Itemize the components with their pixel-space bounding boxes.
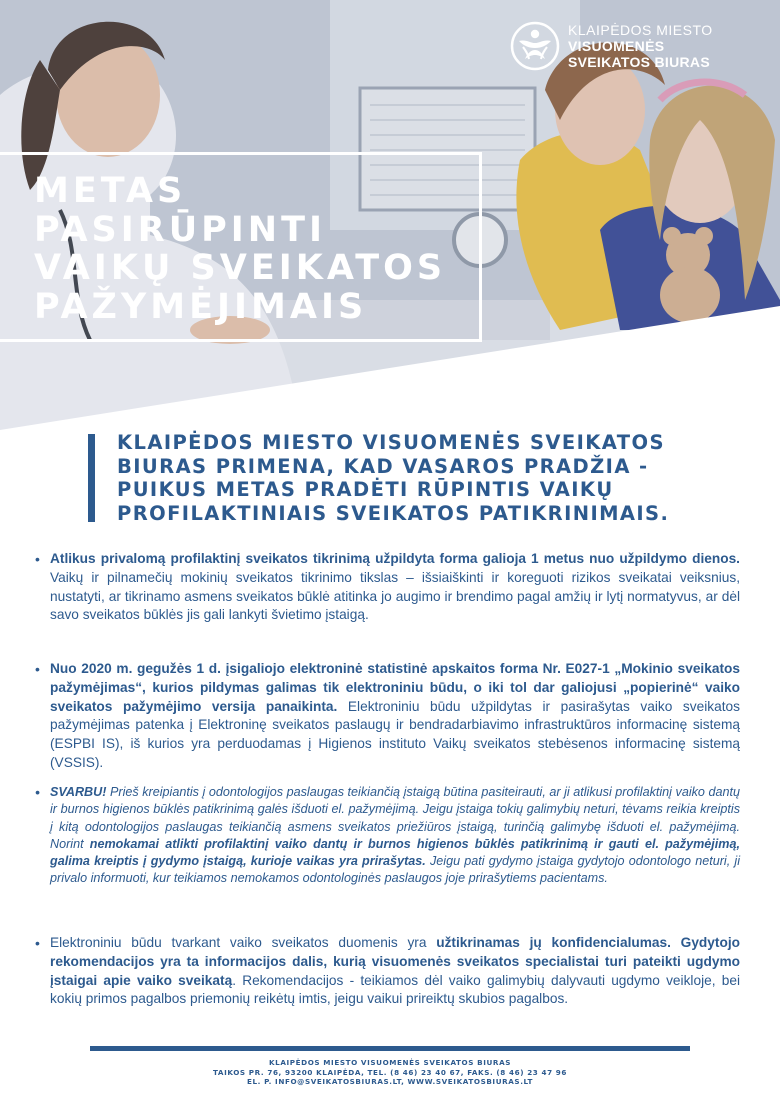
title-line: PAŽYMĖJIMAIS — [34, 286, 368, 327]
intro-line: PUIKUS METAS PRADĖTI RŪPINTIS VAIKŲ — [117, 478, 614, 501]
bullet-text: Jeigu pati gydymo įstaiga gydytojo odontologo neturi, ji privalo informuoti, kur teikiamos nemokamos odontologinės paslaugos joje prirašytiems pacientams. — [50, 854, 740, 886]
list-item-important — [35, 784, 740, 888]
list-item — [35, 660, 740, 773]
logo-text-line2: VISUOMENĖS — [568, 38, 665, 54]
bullet-dot-icon: • — [35, 784, 40, 800]
logo-emblem-icon — [510, 21, 560, 71]
bullet-bold-text: SVARBU! — [50, 785, 107, 799]
hero-banner — [0, 0, 780, 430]
bullet-dot-icon: • — [35, 935, 40, 951]
bullet-dot-icon: • — [35, 551, 40, 567]
logo-text-line1: KLAIPĖDOS MIESTO — [568, 22, 713, 38]
bullet-text: . Rekomendacijos - teikiamos dėl vaiko galimybių dalyvauti ugdymo veikloje, bei kokių primos pagalbos priemonių reikėtų imtis, jeigu vaikui prireiktų skubios pagalbos. — [50, 972, 740, 1007]
intro-line: BIURAS PRIMENA, KAD VASAROS PRADŽIA - — [117, 454, 649, 478]
bullet-text: Vaikų ir pilnamečių mokinių sveikatos tikrinimo tikslas – išsiaiškinti ir koreguoti rizikos sveikatai veiksnius, nustatyti, ar tikrinamo asmens sveikatos būklė atitinka jo augimo ir brendimo pagal amžių ir lytį normatyvus, ar dėl savo sveikatos būklės jis gali lankyti švietimo įstaigą. — [50, 569, 740, 623]
page-title — [34, 172, 494, 326]
logo-text-line3: SVEIKATOS BIURAS — [568, 54, 710, 70]
bullet-bold-text: Atlikus privalomą profilaktinį sveikatos tikrinimą užpildyta forma galioja 1 metus nuo užpildymo dienos. — [50, 551, 740, 566]
bullet-bold-text: nemokamai atlikti profilaktinį vaiko dantų ir burnos higienos būklės patikrinimą ir gauti el. pažymėjimą, galima kreiptis į gydymo įstaigą, kurioje vaikas yra prirašytas. — [50, 836, 740, 869]
list-item — [35, 550, 740, 625]
footer-org-name: KLAIPĖDOS MIESTO VISUOMENĖS SVEIKATOS BIURAS — [268, 1058, 512, 1067]
title-line: PASIRŪPINTI — [34, 209, 326, 250]
intro-accent-bar — [88, 434, 95, 522]
intro-heading — [117, 431, 747, 525]
list-item — [35, 934, 740, 1009]
organization-logo — [510, 18, 770, 74]
bullet-text: Elektroniniu būdu tvarkant vaiko sveikatos duomenis yra — [50, 935, 437, 950]
footer-divider — [90, 1046, 690, 1051]
bullet-text: Prieš kreipiantis į odontologijos paslaugas teikiančią įstaigą būtina pasiteirauti, ar ji atlikusi profilaktinį vaiko dantų ir burnos higienos būklės patikrinimą galės išduoti el. pažymėjimą. Jeigu įstaiga tokių galimybių neturi, tėvams reikia kreiptis į kitą odontologijos paslaugas teikiančią asmens sveikatos priežiūros įstaigą, turinčią galimybę išduoti el. pažymėjimą. Norint — [50, 785, 740, 851]
bullet-dot-icon: • — [35, 661, 40, 677]
footer-contacts — [90, 1058, 690, 1087]
bullet-bold-text: Nuo 2020 m. gegužės 1 d. įsigaliojo elektroninė statistinė apskaitos forma Nr. E027-1 „Mokinio sveikatos pažymėjimas“, kurios pildymas galimas tik elektroniniu būdu, o iki tol dar galiojusi „popierinė“ vaiko sveikatos pažymėjimo versija panaikinta. — [50, 661, 740, 714]
intro-line: KLAIPĖDOS MIESTO VISUOMENĖS SVEIKATOS — [117, 431, 665, 454]
bullet-text: Elektroniniu būdu užpildytas ir pasirašytas vaiko sveikatos pažymėjimas patenka į Elektroninę sveikatos paslaugų ir bendradarbiavimo infrastruktūros informacinę sistemą (ESPBI IS), iš kurios yra perduodamas į Higienos instituto Vaikų sveikatos stebėsenos informacinę sistemą (VSSIS). — [50, 698, 740, 770]
footer-email-web: EL. P. INFO@SVEIKATOSBIURAS.LT, WWW.SVEIKATOSBIURAS.LT — [246, 1077, 534, 1086]
intro-line: PROFILAKTINIAIS SVEIKATOS PATIKRINIMAIS. — [117, 501, 670, 525]
footer-address: TAIKOS PR. 76, 93200 KLAIPĖDA, TEL. (8 46) 23 40 67, FAKS. (8 46) 23 47 96 — [212, 1067, 568, 1077]
title-line: METAS — [34, 171, 187, 211]
bullet-bold-text: užtikrinamas jų konfidencialumas. Gydytojo rekomendacijos yra ta informacijos dalis, kurią visuomenės sveikatos specialistai turi pateikti ugdymo įstaigai apie vaiko sveikatą — [50, 935, 740, 988]
title-line: VAIKŲ SVEIKATOS — [34, 248, 447, 288]
